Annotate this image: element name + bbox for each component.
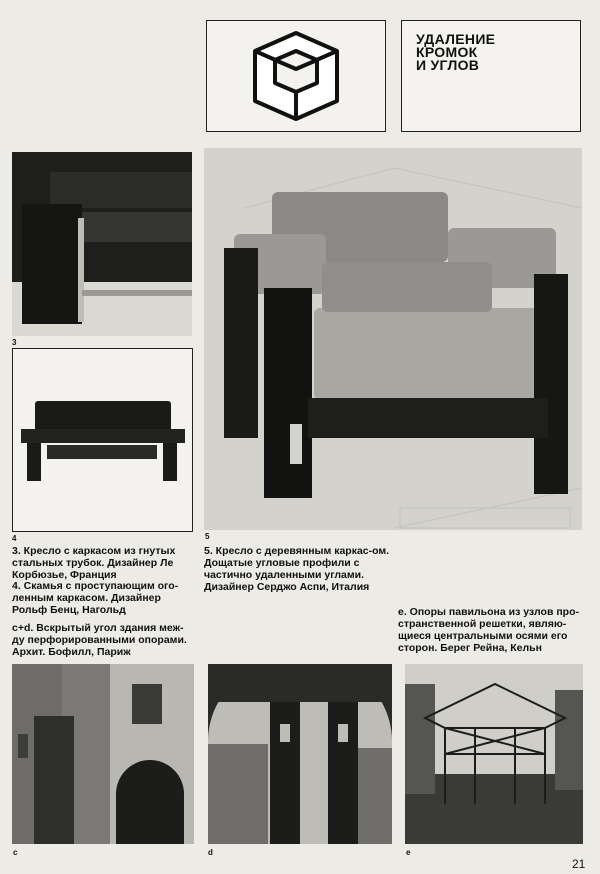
section-heading (401, 20, 581, 132)
caption-figure-e: e. Опоры павильона из узлов про-странственной решетки, являю-щиеся центральными осями его сторон. Берег Рейна, Кельн (398, 606, 579, 654)
heading-line-3: И УГЛОВ (416, 57, 480, 73)
figure-5-photo (204, 148, 582, 530)
figure-e-number: e (406, 848, 411, 857)
icon-box (206, 20, 386, 132)
heading-line-2: КРОМОК (416, 44, 478, 60)
figure-4-number: 4 (12, 534, 17, 543)
caption-figure-cd: c+d. Вскрытый угол здания меж-ду перфорированными опорами. Архит. Бофилл, Париж (12, 622, 187, 658)
caption-figure-3: 3. Кресло с каркасом из гнутых стальных трубок. Дизайнер Ле Корбюзье, Франция (12, 545, 176, 581)
figure-c-photo (12, 664, 194, 844)
figure-e-photo (405, 664, 583, 844)
figure-3-photo (12, 152, 192, 336)
caption-figure-4: 4. Скамья с проступающим ого-ленным каркасом. Дизайнер Рольф Бенц, Нагольд (12, 580, 179, 616)
figure-3-number: 3 (12, 338, 17, 347)
figure-d-number: d (208, 848, 213, 857)
figure-d-photo (208, 664, 392, 844)
page-number: 21 (572, 857, 586, 871)
figure-c-number: c (13, 848, 18, 857)
isometric-cube-cutout-icon (207, 21, 385, 131)
heading-line-1: УДАЛЕНИЕ (416, 31, 496, 47)
figure-5-number: 5 (205, 532, 210, 541)
figure-4-photo (12, 348, 193, 532)
caption-figure-5: 5. Кресло с деревянным каркас-ом. Дощатые угловые профили с частично удаленными углами. Дизайнер Серджо Аспи, Италия (204, 545, 390, 593)
